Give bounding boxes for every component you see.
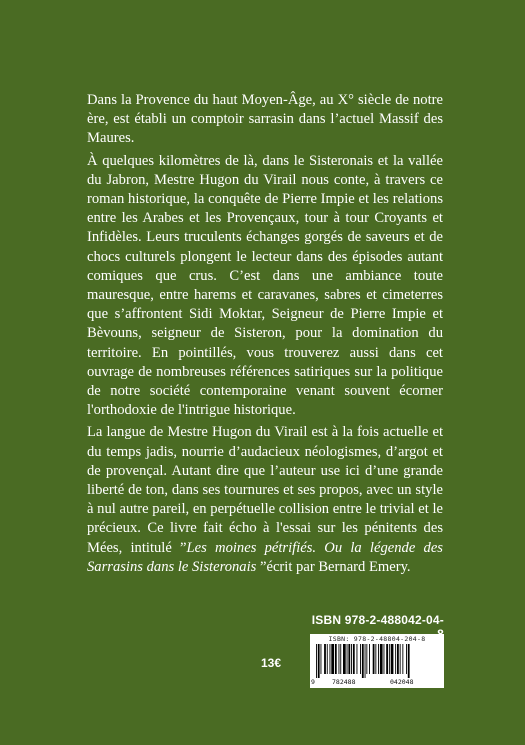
barcode-bar	[330, 644, 331, 674]
barcode-bar	[357, 644, 358, 674]
barcode-bar	[402, 644, 403, 674]
barcode-bar	[400, 644, 401, 674]
barcode-bar	[389, 644, 390, 674]
barcode-bar	[318, 644, 320, 678]
barcode-bar	[373, 644, 375, 674]
barcode-bar	[386, 644, 388, 674]
blurb-paragraph-3	[87, 423, 443, 577]
price-label: 13€	[261, 656, 282, 670]
barcode-bar	[316, 644, 317, 678]
barcode-bar	[331, 644, 334, 674]
barcode-bar	[340, 644, 341, 674]
barcode-bar	[408, 644, 410, 678]
barcode-bar	[343, 644, 346, 674]
barcode-bar	[353, 644, 355, 674]
barcode-bar	[360, 644, 361, 674]
barcode-bar	[384, 644, 385, 674]
barcode-bar	[321, 644, 322, 674]
isbn-label: ISBN 978-2-488042-04-	[311, 613, 444, 627]
barcode-bar	[380, 644, 383, 674]
barcode-bar	[339, 644, 340, 674]
barcode-bar	[369, 644, 370, 674]
blurb-paragraph-3-start: La langue de Mestre Hugon du Virail est à la fois actuelle et du temps jadis, nourrie d’audacieux néologismes, d’argot et de provençal. Autant dire que l’auteur use ici d’une grande liberté de ton, dans ses tournures et ses propos, avec un style à nul autre pareil, en perpétuelle collision entre le trivial et le précieux. Ce livre fait écho à l'essai sur les pénitents des Mées, intitulé ”	[87, 424, 443, 556]
barcode-isbn-text: ISBN: 978-2-48804-204-8	[328, 635, 426, 643]
blurb-paragraph-2: À quelques kilomètres de là, dans le Sisteronais et la vallée du Jabron, Mestre Hugon du Virail nous conte, à travers ce roman historique, la conquête de Pierre Impie et les relations entre les Arabes et les Provençaux, tour à tour Croyants et Infidèles. Leurs truculents échanges gorgés de saveurs et de chocs culturels plongent le lecteur dans des épisodes autant comiques que crus. C’est dans une ambiance toute mauresque, entre harems et caravanes, sabres et cimeterres que s’affrontent Sidi Moktar, Seigneur de Pierre Impie et Bèvouns, seigneur de Sisteron, pour la domination du territoire. En pointillés, vous trouverez aussi dans cet ouvrage de nombreuses références satiriques sur la politique de notre société contemporaine venant souvent écorner l'orthodoxie de l'intrigue historique.	[87, 152, 443, 419]
barcode-bar	[391, 644, 394, 674]
blurb-paragraph-3-end: ”écrit par Bernard Emery.	[256, 558, 411, 575]
barcode-bar	[375, 644, 376, 674]
barcode-bar	[324, 644, 326, 674]
referenced-book-title: Les moines pétrifiés. Ou la légende des Sarrasins dans le Sisteronais	[87, 539, 443, 575]
barcode-bar	[366, 644, 367, 674]
barcode-bar	[378, 644, 379, 674]
barcode-bar	[335, 644, 337, 674]
barcode-bar	[397, 644, 399, 674]
barcode-bar	[327, 644, 328, 674]
barcode-bar	[348, 644, 350, 674]
barcode-bar	[362, 644, 364, 678]
blurb-paragraph-1: Dans la Provence du haut Moyen-Âge, au X° siècle de notre ère, est établi un comptoir sarrasin dans l’actuel Massif des Maures.	[87, 92, 443, 147]
barcode-digits-right: 042048	[390, 678, 414, 686]
barcode-bar	[406, 644, 407, 674]
barcode-bar	[351, 644, 352, 674]
barcode-digits-left: 782488	[332, 678, 356, 686]
barcode	[310, 634, 444, 688]
barcode-bar	[347, 644, 348, 674]
barcode-bars	[316, 644, 440, 678]
blurb-text	[87, 91, 443, 580]
barcode-bar	[365, 644, 366, 678]
barcode-bar	[395, 644, 396, 674]
barcode-digit-first: 9	[311, 678, 315, 686]
